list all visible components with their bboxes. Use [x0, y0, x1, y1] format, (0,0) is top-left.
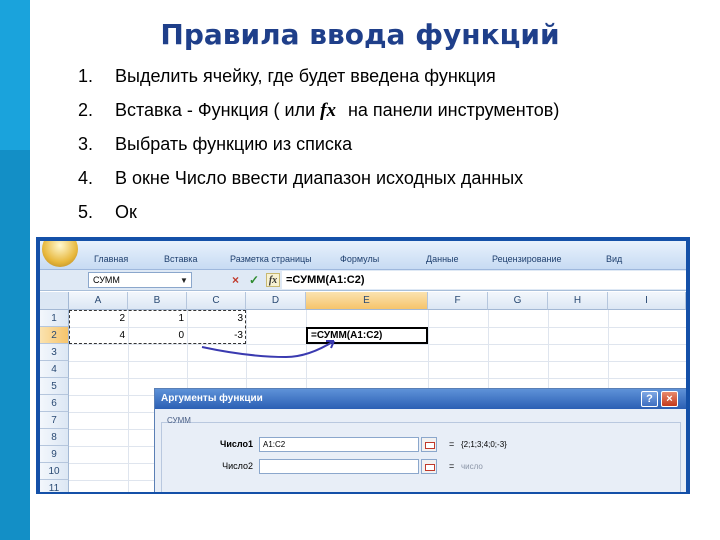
tab-formulas[interactable]: Формулы — [340, 254, 380, 264]
slide-title: Правила ввода функций — [160, 18, 560, 51]
tab-view[interactable]: Вид — [606, 254, 623, 264]
step-5: 5. Ок — [78, 202, 137, 222]
close-icon[interactable]: × — [661, 391, 678, 407]
step-1: 1. Выделить ячейку, где будет введена функция — [78, 66, 496, 86]
tab-page-layout[interactable]: Разметка страницы — [230, 254, 312, 264]
cell-a1[interactable]: 2 — [119, 313, 125, 324]
active-cell-e2[interactable]: =СУММ(A1:C2) — [306, 327, 428, 344]
col-header-g[interactable]: G — [488, 292, 548, 310]
row-header-9[interactable]: 9 — [40, 446, 69, 463]
arguments-group — [161, 422, 681, 492]
col-header-h[interactable]: H — [548, 292, 608, 310]
cell-c2[interactable]: -3 — [234, 330, 243, 341]
row-header-3[interactable]: 3 — [40, 344, 69, 361]
step-3: 3. Выбрать функцию из списка — [78, 134, 353, 154]
arg2-input[interactable] — [259, 459, 419, 474]
tab-data[interactable]: Данные — [426, 254, 459, 264]
arg2-equals: = — [449, 461, 455, 471]
collapse-dialog-icon[interactable] — [421, 459, 437, 474]
arg1-result: {2;1;3;4;0;-3} — [461, 440, 507, 449]
arg2-label: Число2 — [222, 461, 253, 471]
row-header-1[interactable]: 1 — [40, 310, 69, 327]
cell-b2[interactable]: 0 — [178, 330, 184, 341]
row-header-4[interactable]: 4 — [40, 361, 69, 378]
step-2: 2. Вставка - Функция ( или fx на панели инструментов) — [78, 100, 560, 121]
formula-input[interactable]: =СУММ(A1:C2) — [282, 271, 686, 289]
col-header-a[interactable]: A — [69, 292, 128, 310]
steps-list — [78, 66, 559, 236]
enter-check-icon[interactable]: ✓ — [249, 273, 260, 287]
col-header-b[interactable]: B — [128, 292, 187, 310]
arg1-equals: = — [449, 439, 455, 449]
dialog-title: Аргументы функции — [155, 389, 686, 409]
name-box[interactable]: СУММ — [88, 272, 192, 288]
col-header-f[interactable]: F — [428, 292, 488, 310]
col-header-e[interactable]: E — [306, 292, 428, 310]
cancel-icon[interactable]: × — [232, 273, 240, 287]
tab-home[interactable]: Главная — [94, 254, 129, 264]
collapse-dialog-icon[interactable] — [421, 437, 437, 452]
cell-b1[interactable]: 1 — [178, 313, 184, 324]
row-header-10[interactable]: 10 — [40, 463, 69, 480]
arg2-result: число — [461, 462, 483, 471]
function-arguments-dialog — [154, 388, 686, 492]
excel-screenshot — [36, 237, 690, 494]
arg1-input[interactable]: A1:C2 — [259, 437, 419, 452]
row-header-7[interactable]: 7 — [40, 412, 69, 429]
row-header-8[interactable]: 8 — [40, 429, 69, 446]
step-4: 4. В окне Число ввести диапазон исходных данных — [78, 168, 524, 188]
row-header-5[interactable]: 5 — [40, 378, 69, 395]
fx-symbol: fx — [320, 100, 336, 121]
row-header-2[interactable]: 2 — [40, 327, 69, 344]
tab-insert[interactable]: Вставка — [164, 254, 198, 264]
left-accent-strip-bottom — [0, 150, 30, 540]
insert-function-icon[interactable]: fx — [266, 273, 280, 287]
function-name-label: СУММ — [167, 416, 191, 425]
tab-review[interactable]: Рецензирование — [492, 254, 562, 264]
help-icon[interactable]: ? — [641, 391, 658, 407]
col-header-d[interactable]: D — [246, 292, 306, 310]
col-header-c[interactable]: C — [187, 292, 246, 310]
cell-c1[interactable]: 3 — [237, 313, 243, 324]
col-header-i[interactable]: I — [608, 292, 686, 310]
cell-a2[interactable]: 4 — [119, 330, 125, 341]
arg1-label: Число1 — [220, 439, 253, 449]
chevron-down-icon[interactable]: ▼ — [180, 276, 188, 285]
row-header-6[interactable]: 6 — [40, 395, 69, 412]
row-header-11[interactable]: 11 — [40, 480, 69, 492]
